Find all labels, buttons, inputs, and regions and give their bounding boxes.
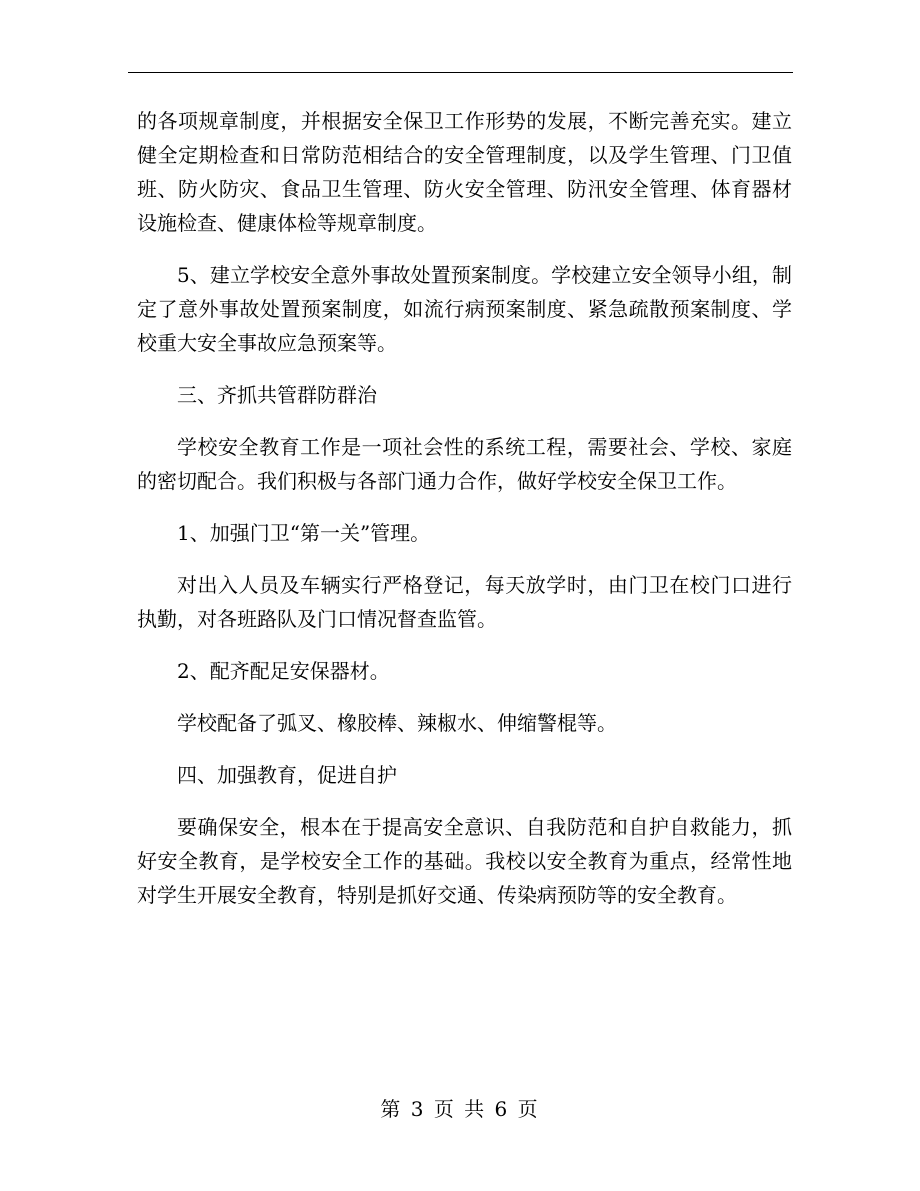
- paragraph-equipment: 学校配备了弧叉、橡胶棒、辣椒水、伸缩警棍等。: [177, 711, 617, 735]
- paragraph-item-1: 1、加强门卫“第一关”管理。: [177, 521, 431, 545]
- section-heading-4: 四、加强教育，促进自护: [177, 763, 397, 787]
- document-body: [137, 104, 792, 912]
- paragraph-gate-registration: 对出入人员及车辆实行严格登记，每天放学时，由门卫在校门口进行执勤，对各班路队及门口情况督查监管。: [137, 573, 792, 631]
- page-number: 第 3 页 共 6 页: [380, 1097, 540, 1121]
- paragraph-cooperation: 学校安全教育工作是一项社会性的系统工程，需要社会、学校、家庭的密切配合。我们积极与各部门通力合作，做好学校安全保卫工作。: [137, 435, 792, 493]
- paragraph-item-2: 2、配齐配足安保器材。: [177, 659, 390, 683]
- paragraph-safety-education: 要确保安全，根本在于提高安全意识、自我防范和自护自救能力，抓好安全教育，是学校安全工作的基础。我校以安全教育为重点，经常性地对学生开展安全教育，特别是抓好交通、传染病预防等的安全教育。: [137, 815, 792, 907]
- section-heading-3: 三、齐抓共管群防群治: [177, 383, 377, 407]
- paragraph-item-5: 5、建立学校安全意外事故处置预案制度。学校建立安全领导小组，制定了意外事故处置预案制度，如流行病预案制度、紧急疏散预案制度、学校重大安全事故应急预案等。: [137, 263, 792, 355]
- header-rule: [128, 72, 793, 73]
- paragraph-continued: 的各项规章制度，并根据安全保卫工作形势的发展，不断完善充实。建立健全定期检查和日常防范相结合的安全管理制度，以及学生管理、门卫值班、防火防灾、食品卫生管理、防火安全管理、防汛安全管理、体育器材设施检查、健康体检等规章制度。: [137, 109, 792, 235]
